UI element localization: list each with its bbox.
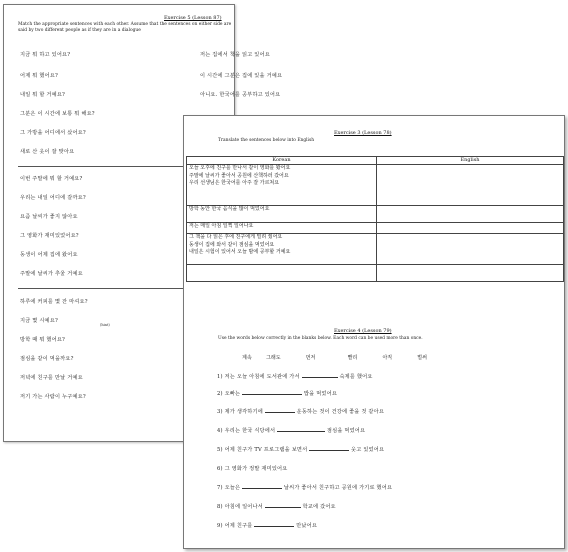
table-row bbox=[187, 223, 564, 234]
translation-table bbox=[186, 156, 564, 282]
sentence: 방학 때 뭐 했어요? bbox=[20, 337, 66, 343]
english-cell[interactable] bbox=[377, 265, 564, 282]
word-bank-item: 빨리 bbox=[347, 355, 358, 361]
right-sentence: 아니요. 한국어를 공부하고 있어요 bbox=[200, 92, 281, 98]
column-header-english: English bbox=[377, 157, 564, 165]
korean-cell bbox=[187, 265, 377, 282]
fill-in-sentence: 6) 그 영화가 정말 재미있어요 bbox=[217, 466, 288, 472]
left-sentence: 어제 뭐 했어요? bbox=[20, 73, 58, 79]
word-bank-item: 아직 bbox=[382, 355, 393, 361]
left-sentence: 그분은 이 시간에 보통 뭐 해요? bbox=[20, 111, 95, 117]
fill-in-sentence: 7) 오늘은 날씨가 좋아서 친구하고 공원에 가기로 했어요 bbox=[217, 485, 393, 491]
word-bank-item: 벌써 bbox=[417, 355, 427, 361]
answer-blank[interactable] bbox=[242, 484, 282, 489]
answer-blank[interactable] bbox=[277, 427, 325, 432]
exercise-4-instruction: Use the words below correctly in the blanks below. Each word can be used more than once. bbox=[218, 336, 423, 341]
left-sentence: 그 가방을 어디에서 샀어요? bbox=[20, 130, 86, 136]
korean-cell: 저는 매일 아침 일찍 일어나요 bbox=[187, 223, 377, 234]
exercise-4-title: Exercise 4 (Lesson 79) bbox=[334, 328, 392, 334]
word-bank-item: 먼저 bbox=[305, 355, 316, 361]
answer-blank[interactable] bbox=[309, 446, 349, 451]
table-row bbox=[187, 165, 564, 206]
fill-in-sentence: 1) 저는 오늘 아침에 도서관에 가서 숙제를 했어요 bbox=[217, 374, 373, 380]
english-cell[interactable] bbox=[377, 165, 564, 206]
korean-cell: 그 책을 다 읽은 후에 친구에게 빌려 줬어요 동생이 집에 와서 같이 점심을 먹었어요 내일은 시험이 있어서 오늘 밤에 공부할 거예요 bbox=[187, 234, 377, 265]
answer-blank[interactable] bbox=[302, 373, 338, 378]
english-cell[interactable] bbox=[377, 223, 564, 234]
sentence: 저녁에 친구를 만날 거예요 bbox=[20, 375, 83, 381]
word-bank bbox=[242, 354, 427, 361]
answer-blank[interactable] bbox=[265, 408, 295, 413]
fill-in-sentence: 4) 우리는 한국 식당에서 점심을 먹었어요 bbox=[217, 428, 366, 434]
sentence: 점심을 같이 먹을까요? bbox=[20, 356, 74, 362]
answer-blank[interactable] bbox=[265, 503, 301, 508]
left-sentence: 지금 뭐 하고 있어요? bbox=[20, 52, 71, 58]
sentence: 저기 가는 사람이 누구예요? bbox=[20, 394, 86, 400]
sentence: 그 영화가 재미있었어요? bbox=[20, 233, 79, 239]
fill-in-sentence: 8) 아침에 일어나서 학교에 갔어요 bbox=[217, 504, 336, 510]
divider bbox=[18, 288, 184, 289]
worksheet-page-front bbox=[183, 115, 565, 549]
korean-cell: 방학 동안 한국 음식을 많이 먹었어요 bbox=[187, 206, 377, 223]
english-cell[interactable] bbox=[377, 234, 564, 265]
left-sentence: 내일 뭐 할 거예요? bbox=[20, 92, 66, 98]
right-sentence: 저는 집에서 책을 읽고 있어요 bbox=[200, 52, 270, 58]
word-bank-item: 계속 bbox=[242, 355, 252, 361]
column-header-korean: Korean bbox=[187, 157, 377, 165]
sentence: 요즘 날씨가 좋지 않아요 bbox=[20, 214, 78, 220]
divider bbox=[18, 166, 184, 167]
exercise-3-title: Exercise 3 (Lesson 78) bbox=[334, 130, 392, 136]
table-row bbox=[187, 206, 564, 223]
sentence: 이번 주말에 뭐 할 거예요? bbox=[20, 176, 83, 182]
instructions-line-1: Match the appropriate sentences with each other. Assume that the sentences on either side are bbox=[18, 22, 232, 27]
word-bank-item: 그래도 bbox=[266, 355, 281, 361]
answer-blank[interactable] bbox=[254, 522, 294, 527]
fill-in-sentence: 2) 오빠는 밥을 먹었어요 bbox=[217, 391, 338, 397]
korean-cell: 오늘 오후에 친구를 만나서 같이 영화를 봤어요 주말에 날씨가 좋아서 공원에 산책하러 갔어요 우리 선생님은 한국어를 아주 잘 가르쳐요 bbox=[187, 165, 377, 206]
sentence: 우리는 내일 어디에 갈까요? bbox=[20, 195, 86, 201]
left-sentence: 새로 산 옷이 잘 맞아요 bbox=[20, 149, 75, 155]
answer-blank[interactable] bbox=[242, 390, 302, 395]
sentence: 동생이 어제 집에 왔어요 bbox=[20, 252, 78, 258]
instructions-line-2: said by two different people as if they are in a dialogue bbox=[18, 28, 141, 33]
table-row bbox=[187, 234, 564, 265]
fill-in-sentence: 3) 제가 생각하기에 운동하는 것이 건강에 좋을 것 같아요 bbox=[217, 409, 385, 415]
sentence: 지금 몇 시예요? bbox=[20, 318, 58, 324]
note: (hint) bbox=[100, 323, 110, 327]
table-row bbox=[187, 265, 564, 282]
sentence: 주말에 날씨가 추울 거예요 bbox=[20, 271, 83, 277]
english-cell[interactable] bbox=[377, 206, 564, 223]
page-title: Exercise 5 (Lesson 87) bbox=[164, 15, 222, 21]
sentence: 하루에 커피를 몇 잔 마셔요? bbox=[20, 299, 88, 305]
right-sentence: 이 시간에 그분은 집에 있을 거예요 bbox=[200, 73, 283, 79]
exercise-3-instruction: Translate the sentences below into English bbox=[218, 138, 315, 143]
fill-in-sentence: 9) 어제 친구를 만났어요 bbox=[217, 523, 318, 529]
fill-in-sentence: 5) 어제 친구가 TV 프로그램을 보면서 웃고 있었어요 bbox=[217, 447, 385, 453]
